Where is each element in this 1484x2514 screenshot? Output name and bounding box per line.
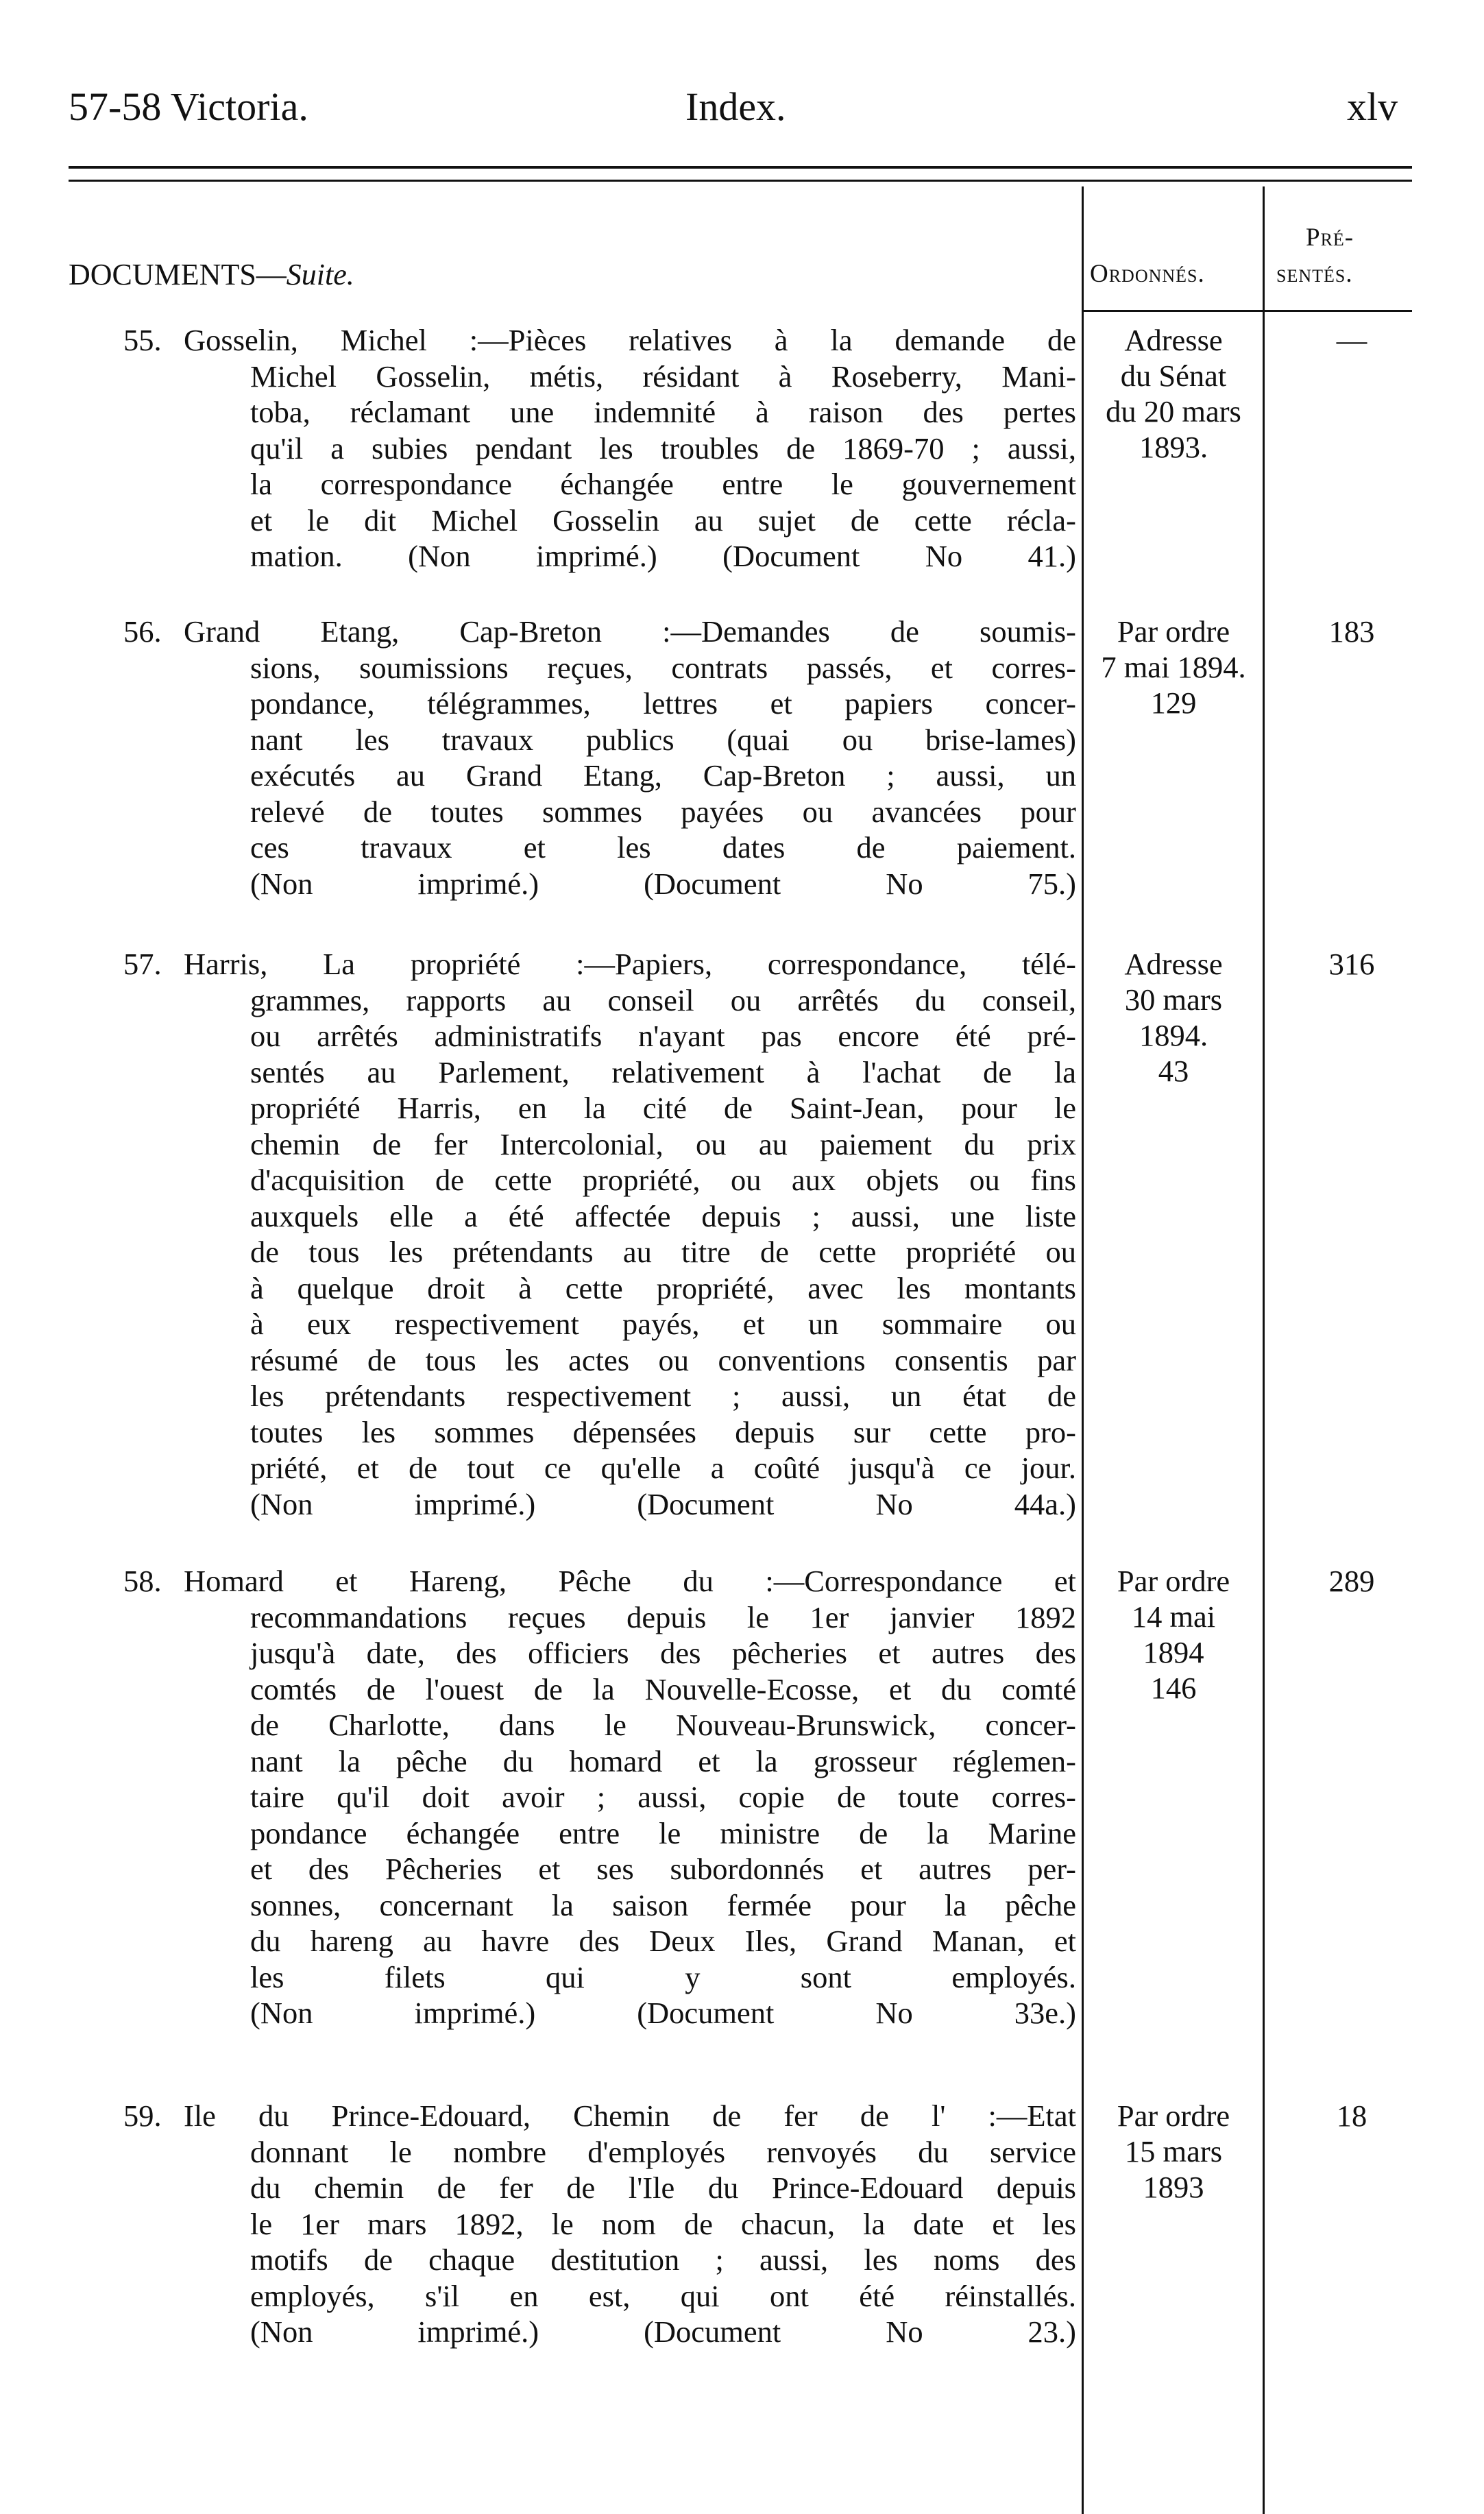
entry-ordered bbox=[1084, 2098, 1263, 2205]
entry-text-line: chemin de fer Intercolonial, ou au paiement du prix bbox=[250, 1126, 1076, 1161]
entry-text-line: résumé de tous les actes ou conventions consentis par bbox=[250, 1342, 1076, 1377]
entry-ordered-line: Adresse bbox=[1124, 323, 1223, 357]
entry-text-line: donnant le nombre d'employés renvoyés du service bbox=[250, 2134, 1076, 2169]
section-title-text: DOCUMENTS— bbox=[69, 258, 287, 291]
entry-ordered-line: 129 bbox=[1150, 686, 1197, 720]
entry-ordered-line: Par ordre bbox=[1117, 614, 1230, 649]
entry-text-line: (Non imprimé.) (Document No 33e.) bbox=[250, 1996, 1076, 2030]
entry-text-line: mation. (Non imprimé.) (Document No 41.) bbox=[250, 539, 1076, 573]
entry-text-line: ces travaux et les dates de paiement. bbox=[250, 830, 1076, 865]
entry-number: 59. bbox=[123, 2099, 162, 2133]
entry-ordered-line: 30 mars bbox=[1124, 982, 1223, 1017]
header-rule-bottom bbox=[69, 180, 1412, 182]
entry-text-line: toba, réclamant une indemnité à raison des pertes bbox=[250, 395, 1076, 429]
entry-ordered bbox=[1084, 946, 1263, 1089]
entry-number: 58. bbox=[123, 1564, 162, 1598]
entry-ordered-line: du Sénat bbox=[1120, 359, 1227, 393]
entry-text-line: du chemin de fer de l'Ile du Prince-Edouard depuis bbox=[250, 2171, 1076, 2205]
entry-text-line: nant les travaux publics (quai ou brise-lames) bbox=[250, 722, 1076, 757]
entry-text-line: du hareng au havre des Deux Iles, Grand Manan, et bbox=[250, 1924, 1076, 1958]
entry-ordered-line: Par ordre bbox=[1117, 2099, 1230, 2133]
entry-ordered-line: 15 mars bbox=[1124, 2134, 1223, 2168]
entry-ordered-line: du 20 mars bbox=[1106, 394, 1241, 428]
entry-ordered-line: 1893. bbox=[1139, 430, 1208, 464]
entry-text-line: pondance échangée entre le ministre de la Marine bbox=[250, 1815, 1076, 1850]
entry-ordered-line: 1894 bbox=[1143, 1635, 1204, 1669]
entry-text-line: sentés au Parlement, relativement à l'achat de la bbox=[250, 1054, 1076, 1089]
entry-text-line: taire qu'il doit avoir ; aussi, copie de toute corres- bbox=[250, 1780, 1076, 1814]
entry-number: 55. bbox=[123, 323, 162, 357]
entry-text-line: les prétendants respectivement ; aussi, un état de bbox=[250, 1379, 1076, 1413]
entry-text-line: Grand Etang, Cap-Breton :—Demandes de soumis- bbox=[184, 614, 1076, 649]
entry-text-line: jusqu'à date, des officiers des pêcheries et autres des bbox=[250, 1636, 1076, 1670]
entry-text-line: auxquels elle a été affectée depuis ; aussi, une liste bbox=[250, 1198, 1076, 1233]
entry-number: 56. bbox=[123, 614, 162, 649]
section-title-suffix: Suite. bbox=[286, 258, 354, 291]
entry-ordered bbox=[1084, 322, 1263, 465]
column-ordered-heading: Ordonnés. bbox=[1090, 260, 1205, 288]
entry-text-line: à quelque droit à cette propriété, avec les montants bbox=[250, 1270, 1076, 1305]
entry-presented: 18 bbox=[1336, 2099, 1367, 2133]
entry-text-line: motifs de chaque destitution ; aussi, les noms des bbox=[250, 2243, 1076, 2277]
entry-text-line: sonnes, concernant la saison fermée pour la pêche bbox=[250, 1887, 1076, 1922]
entry-ordered bbox=[1084, 1563, 1263, 1706]
entry-text-line: de tous les prétendants au titre de cette propriété ou bbox=[250, 1235, 1076, 1269]
entry-text-line: pondance, télégrammes, lettres et papiers concer- bbox=[250, 686, 1076, 721]
entry-text-line: (Non imprimé.) (Document No 44a.) bbox=[250, 1486, 1076, 1521]
entry-text-line: Harris, La propriété :—Papiers, correspondance, télé- bbox=[184, 947, 1076, 981]
entry-ordered-line: Par ordre bbox=[1117, 1564, 1230, 1598]
entry-text-line: à eux respectivement payés, et un sommaire ou bbox=[250, 1307, 1076, 1341]
column-presented-heading-top: Pré- bbox=[1306, 223, 1354, 252]
header-center: Index. bbox=[685, 84, 786, 129]
entry-presented: — bbox=[1336, 323, 1367, 357]
entry-text-line: Homard et Hareng, Pêche du :—Correspondance et bbox=[184, 1564, 1076, 1598]
entry-text-line: et des Pêcheries et ses subordonnés et autres per- bbox=[250, 1852, 1076, 1886]
entry-ordered-line: 7 mai 1894. bbox=[1101, 650, 1246, 684]
entry-text-line: recommandations reçues depuis le 1er janvier 1892 bbox=[250, 1599, 1076, 1634]
entry-text-line: qu'il a subies pendant les troubles de 1869-70 ; aussi, bbox=[250, 431, 1076, 466]
entry-text-line: de Charlotte, dans le Nouveau-Brunswick, concer- bbox=[250, 1708, 1076, 1742]
section-title bbox=[69, 257, 354, 292]
entry-text-line: ou arrêtés administratifs n'ayant pas encore été pré- bbox=[250, 1019, 1076, 1053]
entry-text-line: Ile du Prince-Edouard, Chemin de fer de l' :—Etat bbox=[184, 2099, 1076, 2133]
entry-text-line: (Non imprimé.) (Document No 75.) bbox=[250, 866, 1076, 901]
entry-text-line: employés, s'il en est, qui ont été réinstallés. bbox=[250, 2278, 1076, 2313]
entry-presented: 183 bbox=[1328, 614, 1375, 649]
entry-text-line: comtés de l'ouest de la Nouvelle-Ecosse, et du comté bbox=[250, 1671, 1076, 1706]
entry-ordered-line: 1893 bbox=[1143, 2170, 1204, 2204]
header-rule-top bbox=[69, 166, 1412, 169]
header-right: xlv bbox=[1347, 84, 1398, 129]
entry-text-line: d'acquisition de cette propriété, ou aux objets ou fins bbox=[250, 1163, 1076, 1197]
entry-text-line: priété, et de tout ce qu'elle a coûté jusqu'à ce jour. bbox=[250, 1451, 1076, 1485]
entry-text-line: propriété Harris, en la cité de Saint-Jean, pour le bbox=[250, 1091, 1076, 1125]
entry-ordered-line: Adresse bbox=[1124, 947, 1223, 981]
entry-presented: 289 bbox=[1328, 1564, 1375, 1598]
entry-ordered bbox=[1084, 614, 1263, 721]
entry-text-line: la correspondance échangée entre le gouvernement bbox=[250, 467, 1076, 501]
entry-text-line: relevé de toutes sommes payées ou avancées pour bbox=[250, 794, 1076, 829]
entry-text-line: grammes, rapports au conseil ou arrêtés du conseil, bbox=[250, 982, 1076, 1017]
entry-presented: 316 bbox=[1328, 947, 1375, 981]
column-rule-presented bbox=[1263, 186, 1265, 2514]
entry-text-line: Michel Gosselin, métis, résidant à Roseberry, Mani- bbox=[250, 359, 1076, 394]
entry-text-line: les filets qui y sont employés. bbox=[250, 1959, 1076, 1994]
entry-text-line: (Non imprimé.) (Document No 23.) bbox=[250, 2314, 1076, 2349]
entry-ordered-line: 1894. bbox=[1139, 1018, 1208, 1052]
entry-number: 57. bbox=[123, 947, 162, 981]
entry-text-line: toutes les sommes dépensées depuis sur cette pro- bbox=[250, 1414, 1076, 1449]
entry-text-line: et le dit Michel Gosselin au sujet de cette récla- bbox=[250, 503, 1076, 537]
entry-ordered-line: 146 bbox=[1150, 1671, 1197, 1705]
entry-text-line: sions, soumissions reçues, contrats passés, et corres- bbox=[250, 650, 1076, 685]
entry-text-line: Gosselin, Michel :—Pièces relatives à la demande de bbox=[184, 323, 1076, 357]
entry-text-line: exécutés au Grand Etang, Cap-Breton ; aussi, un bbox=[250, 758, 1076, 793]
entry-ordered-line: 43 bbox=[1158, 1054, 1189, 1088]
column-rule-ordered bbox=[1082, 186, 1084, 2514]
column-heading-rule bbox=[1082, 310, 1412, 312]
entry-text-line: le 1er mars 1892, le nom de chacun, la date et les bbox=[250, 2206, 1076, 2241]
column-presented-heading-bottom: sentés. bbox=[1276, 260, 1353, 288]
entry-ordered-line: 14 mai bbox=[1131, 1599, 1216, 1634]
header-left: 57-58 Victoria. bbox=[69, 84, 308, 129]
entry-text-line: nant la pêche du homard et la grosseur réglemen- bbox=[250, 1743, 1076, 1778]
